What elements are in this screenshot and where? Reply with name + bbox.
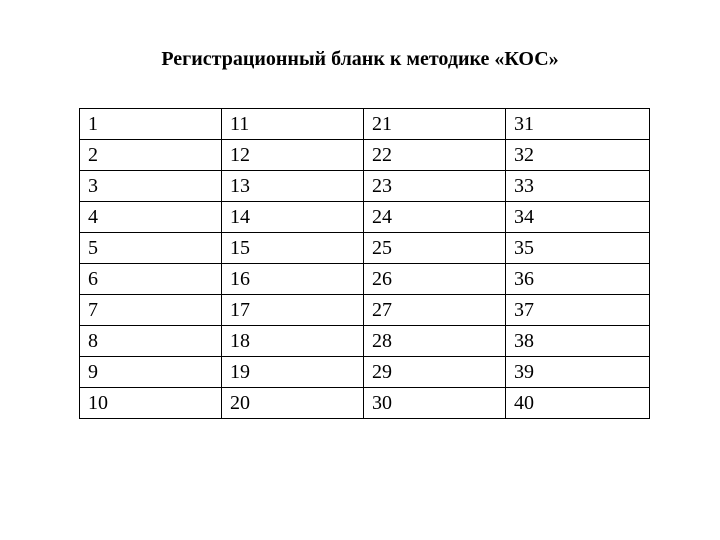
table-cell: 29: [364, 357, 506, 388]
table-row: [80, 295, 650, 326]
table-cell: 34: [506, 202, 650, 233]
table-cell: 20: [222, 388, 364, 419]
table-cell: 1: [80, 109, 222, 140]
table-cell: 28: [364, 326, 506, 357]
page-title: Регистрационный бланк к методике «КОС»: [161, 48, 559, 70]
table-cell: 10: [80, 388, 222, 419]
table-row: [80, 233, 650, 264]
table-cell: 6: [80, 264, 222, 295]
table-row: [80, 140, 650, 171]
table-row: [80, 109, 650, 140]
table-cell: 36: [506, 264, 650, 295]
table-row: [80, 202, 650, 233]
table-cell: 24: [364, 202, 506, 233]
table-cell: 31: [506, 109, 650, 140]
table-cell: 18: [222, 326, 364, 357]
table-cell: 15: [222, 233, 364, 264]
table-row: [80, 171, 650, 202]
table-cell: 23: [364, 171, 506, 202]
table-cell: 33: [506, 171, 650, 202]
table-cell: 16: [222, 264, 364, 295]
table-cell: 32: [506, 140, 650, 171]
table-cell: 11: [222, 109, 364, 140]
table-row: [80, 357, 650, 388]
table-cell: 26: [364, 264, 506, 295]
table-cell: 8: [80, 326, 222, 357]
table-cell: 27: [364, 295, 506, 326]
table-cell: 30: [364, 388, 506, 419]
table-cell: 25: [364, 233, 506, 264]
table-cell: 17: [222, 295, 364, 326]
table-cell: 40: [506, 388, 650, 419]
table-cell: 14: [222, 202, 364, 233]
table-cell: 35: [506, 233, 650, 264]
table-cell: 21: [364, 109, 506, 140]
table-cell: 5: [80, 233, 222, 264]
table-cell: 12: [222, 140, 364, 171]
table-cell: 9: [80, 357, 222, 388]
table-cell: 13: [222, 171, 364, 202]
table-cell: 3: [80, 171, 222, 202]
table-cell: 7: [80, 295, 222, 326]
table-row: [80, 326, 650, 357]
table-cell: 37: [506, 295, 650, 326]
table-row: [80, 388, 650, 419]
registration-table: [79, 108, 650, 419]
table-cell: 2: [80, 140, 222, 171]
table-cell: 39: [506, 357, 650, 388]
table-cell: 22: [364, 140, 506, 171]
table-row: [80, 264, 650, 295]
table-cell: 38: [506, 326, 650, 357]
table-cell: 19: [222, 357, 364, 388]
table-cell: 4: [80, 202, 222, 233]
